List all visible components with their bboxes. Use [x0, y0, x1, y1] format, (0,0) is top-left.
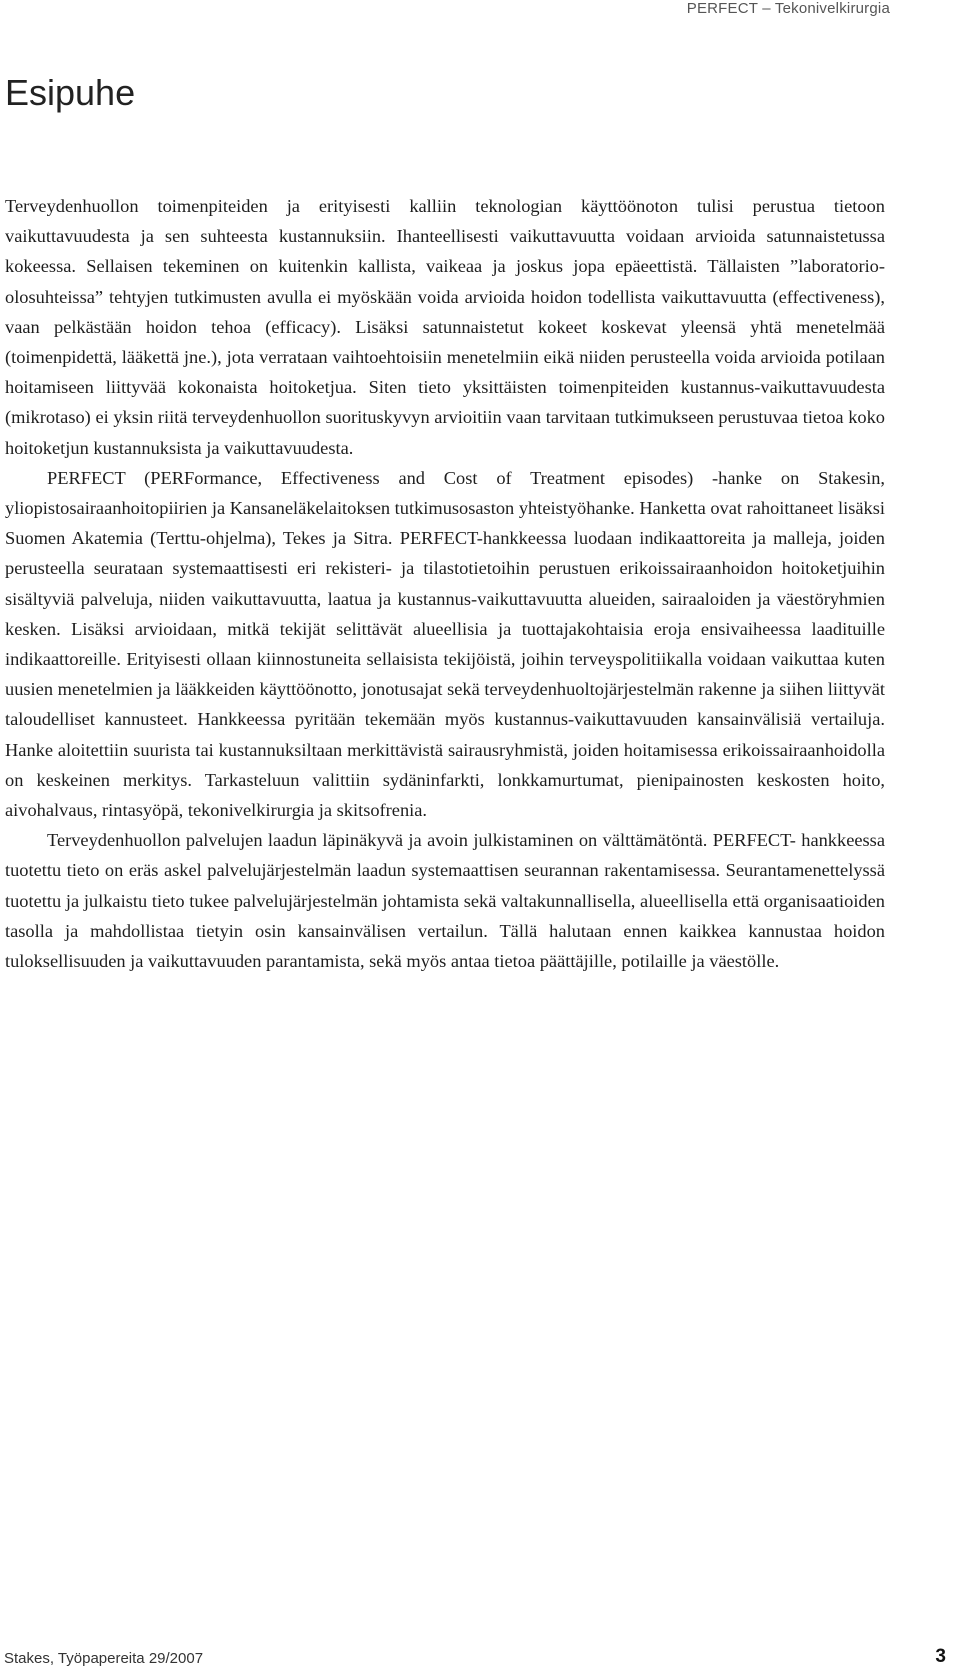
paragraph-2: PERFECT (PERFormance, Effectiveness and Cost of Treatment episodes) -hanke on Stakesin, yliopistosairaanhoitopiirien ja Kansaneläkelaitoksen tutkimusosaston yhteistyöhanke. Hanketta ovat rahoittaneet lisäksi Suomen Akatemia (Terttu-ohjelma), Tekes ja Sitra. PERFECT-hankkeessa luodaan indikaattoreita ja malleja, joiden perusteella seurataan systemaattisesti eri rekisteri- ja tilastotietoihin perustuen erikoissairaanhoidon hoitoketjuihin sisältyviä palveluja, niiden vaikuttavuutta, laatua ja kustannus-vaikuttavuutta alueiden, sairaaloiden ja väestöryhmien kesken. Lisäksi arvioidaan, mitkä tekijät selittävät alueellisia ja tuottajakohtaisia eroja ensivaiheessa laadituille indikaattoreille. Erityisesti ollaan kiinnostuneita sellaisista tekijöistä, joihin terveyspolitiikalla voidaan vaikuttaa kuten uusien menetelmien ja lääkkeiden käyttöönotto, jonotusajat sekä terveydenhuoltojärjestelmän rakenne ja siihen liittyvät taloudelliset kannusteet. Hankkeessa pyritään tekemään myös kustannus-vaikuttavuuden kansainvälisiä vertailuja. Hanke aloitettiin suurista tai kustannuksiltaan merkittävistä sairausryhmistä, joiden hoitamisessa erikoissairaanhoidolla on keskeinen merkitys. Tarkasteluun valittiin sydäninfarkti, lonkkamurtumat, pienipainosten keskosten hoito, aivohalvaus, rintasyöpä, tekonivelkirurgia ja skitsofrenia. — [5, 467, 885, 821]
page-title: Esipuhe — [5, 72, 136, 113]
paragraph-1: Terveydenhuollon toimenpiteiden ja erityisesti kalliin teknologian käyttöönoton tulisi perustua tietoon vaikuttavuudesta ja sen suhteesta kustannuksiin. Ihanteellisesti vaikuttavuutta voidaan arvioida satunnaistetussa kokeessa. Sellaisen tekeminen on kuitenkin kallista, vaikeaa ja joskus jopa epäeettistä. Tällaisten ”laboratorio-olosuhteissa” tehtyjen tutkimusten avulla ei myöskään voida arvioida hoidon todellista vaikuttavuutta (effectiveness), vaan pelkästään hoidon tehoa (efficacy). Lisäksi satunnaistetut kokeet koskevat yleensä yhtä menetelmää (toimenpidettä, lääkettä jne.), jota verrataan vaihtoehtoisiin menetelmiin eikä niiden perusteella voida arvioida potilaan hoitamiseen liittyvää kokonaista hoitoketjua. Siten tieto yksittäisten toimenpiteiden kustannus-vaikuttavuudesta (mikrotaso) ei yksin riitä terveydenhuollon suorituskyvyn arvioitiin vaan tarvitaan tutkimukseen perustuvaa tietoa koko hoitoketjun kustannuksista ja vaikuttavuudesta. — [5, 196, 885, 458]
page-number: 3 — [935, 1646, 946, 1667]
paragraph-3: Terveydenhuollon palvelujen laadun läpinäkyvä ja avoin julkistaminen on välttämätöntä. PERFECT- hankkeessa tuotettu tieto on eräs askel palvelujärjestelmän laadun systemaattisen seurannan rakentamisessa. Seurantamenettelyssä tuotettu ja julkaistu tieto tukee palvelujärjestelmän johtamista sekä valtakunnallisella, alueellisella että organisaatioiden tasolla ja mahdollistaa tietyin osin kansainvälisen vertailun. Tällä halutaan ennen kaikkea kannustaa hoidon tuloksellisuuden ja vaikuttavuuden parantamista, sekä myös antaa tietoa päättäjille, potilaille ja väestölle. — [5, 830, 885, 972]
footer-publication: Stakes, Työpapereita 29/2007 — [4, 1650, 204, 1667]
running-header: PERFECT – Tekonivelkirurgia — [686, 0, 890, 17]
body-text — [5, 191, 885, 976]
